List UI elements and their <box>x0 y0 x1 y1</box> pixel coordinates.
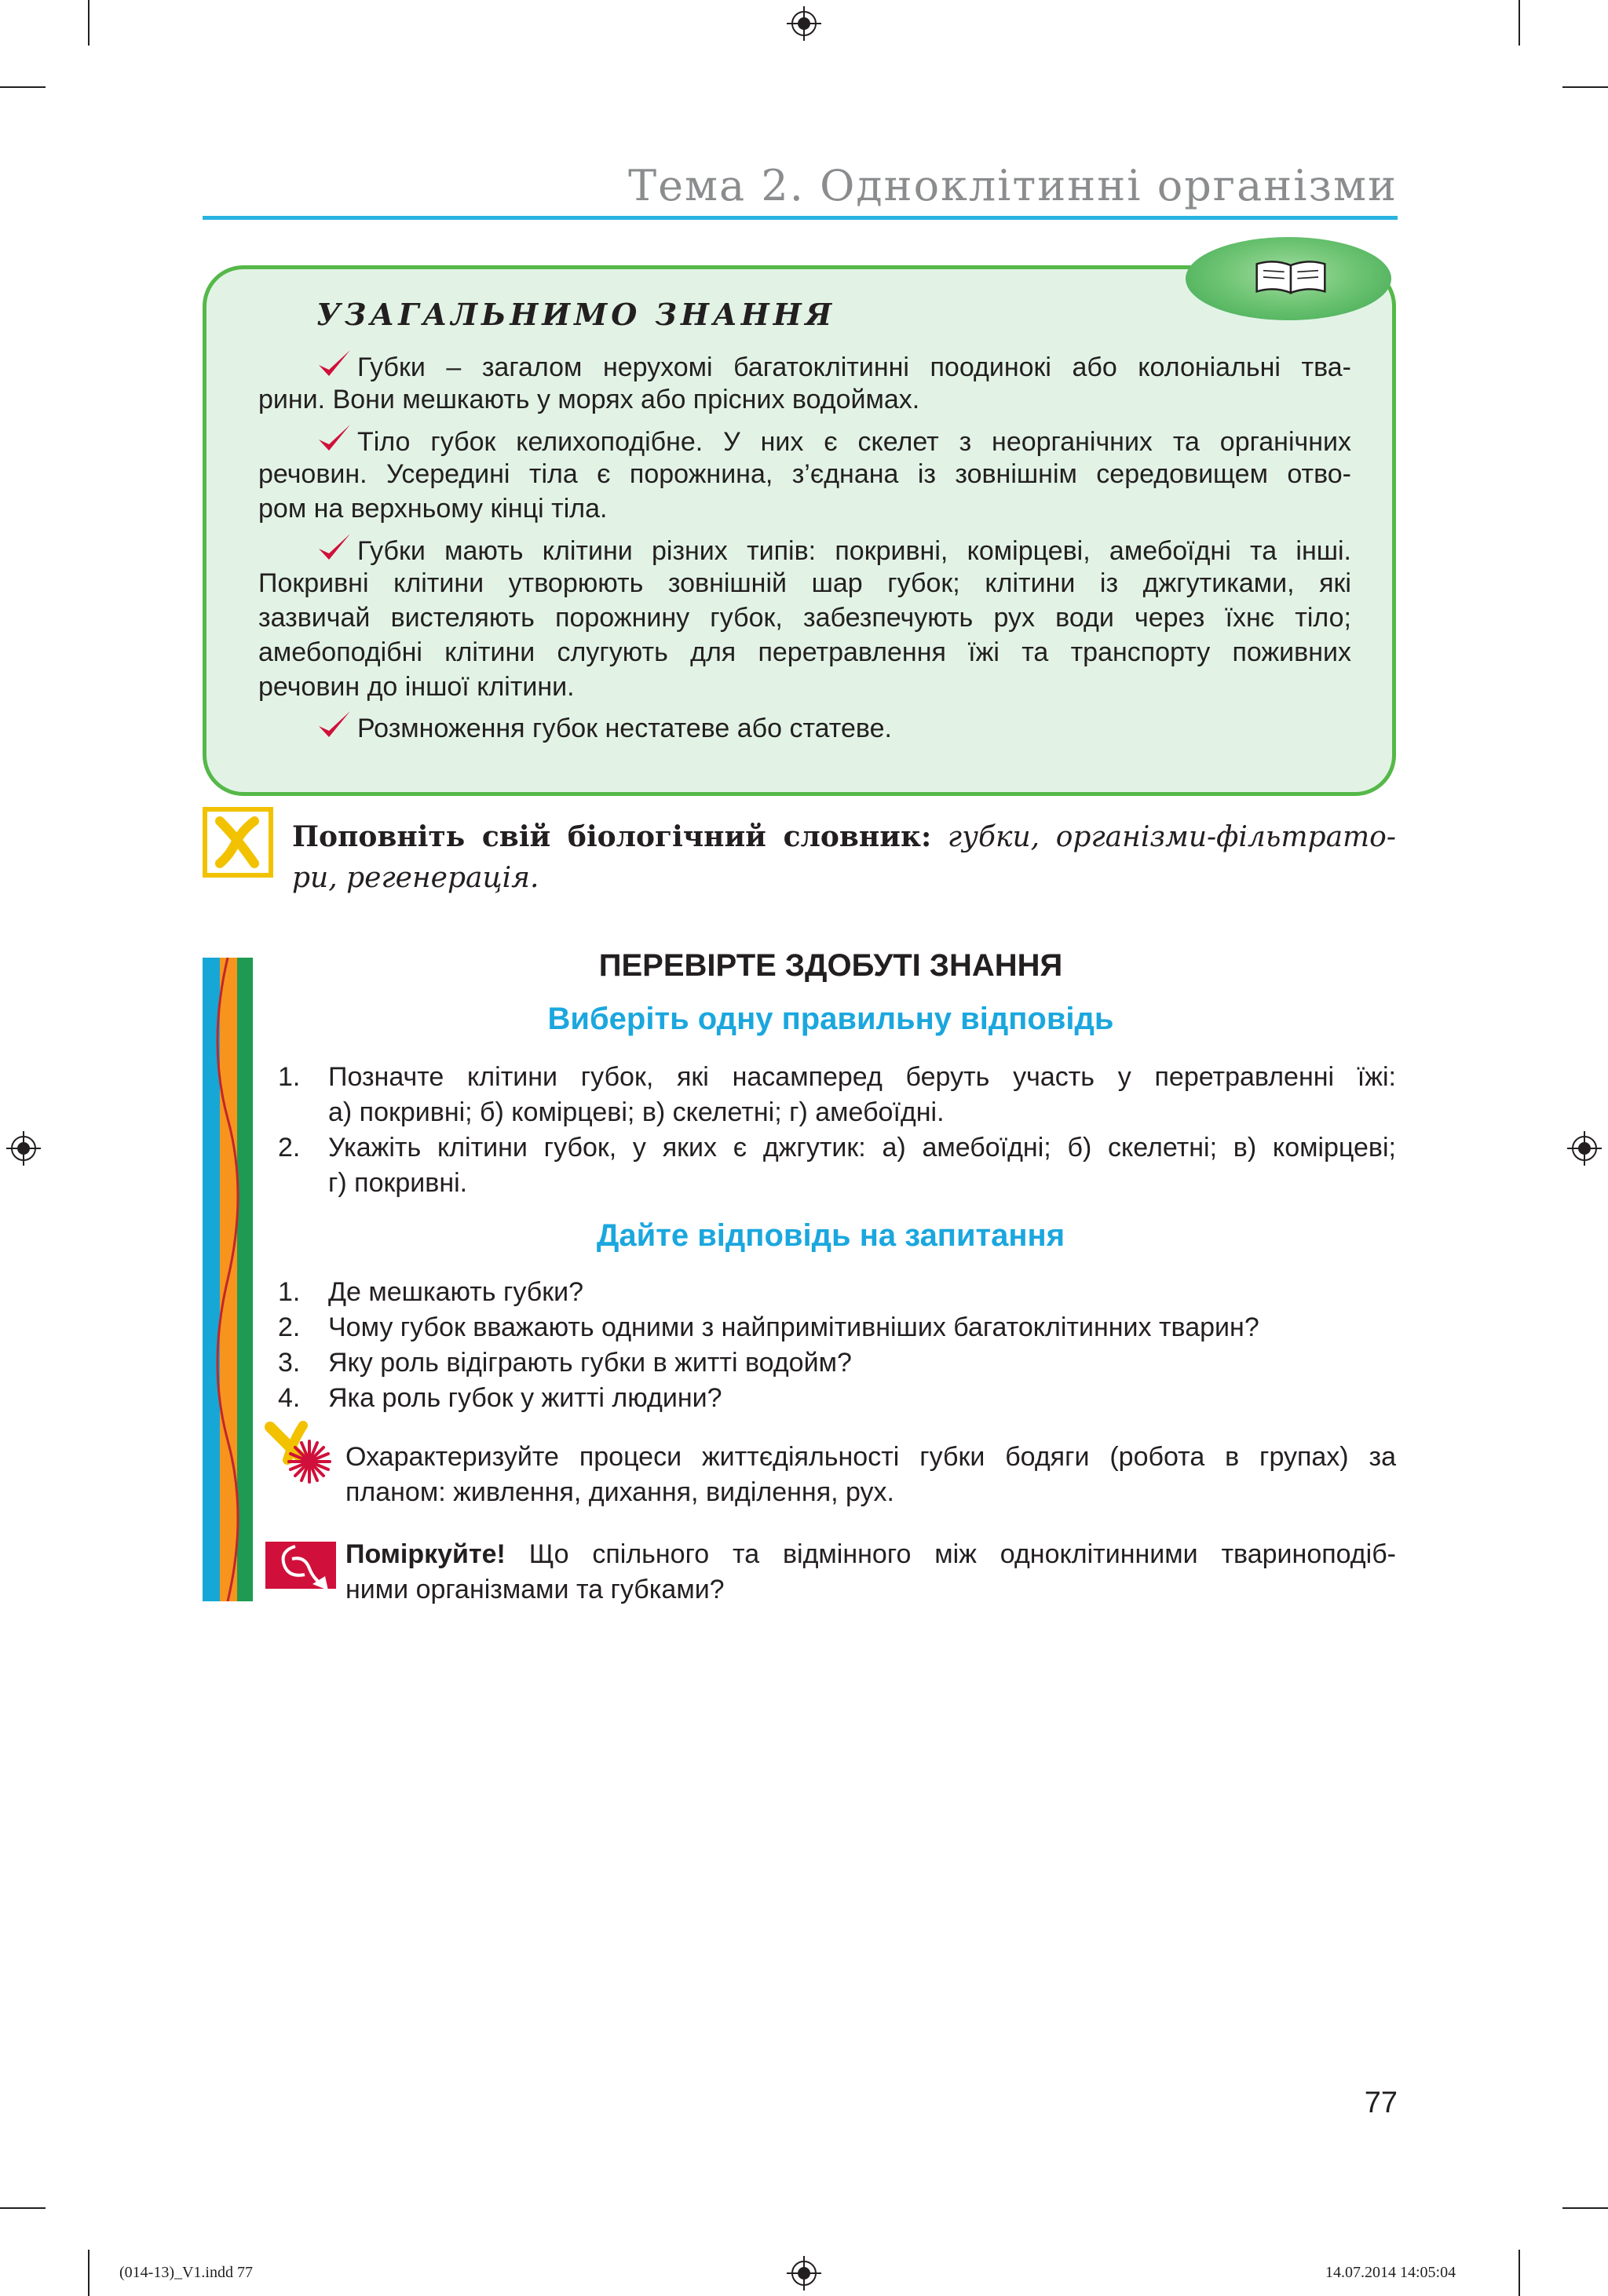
checkmark-icon <box>316 348 353 379</box>
multiple-choice-heading: Виберіть одну правильну відповідь <box>547 1002 1114 1036</box>
registration-mark-icon <box>787 2256 821 2291</box>
registration-mark-icon <box>1567 1131 1602 1166</box>
questions-heading: Дайте відповідь на запитання <box>596 1218 1065 1253</box>
crop-mark <box>1518 2250 1520 2296</box>
list-item: 2. Укажіть клітини губок, у яких є джгутик: а) амебоїдні; б) скелетні; в) комірцеві; г) покривні. <box>278 1133 1396 1198</box>
crop-mark <box>88 2250 90 2296</box>
summary-book-tab <box>1186 237 1391 320</box>
dictionary-task: Поповніть свій біологічний словник: губки, організми-фільтрато- ри, регенерація. <box>292 820 1396 894</box>
list-item: 3. Яку роль відіграють губки в житті водойм? <box>278 1348 852 1378</box>
checkmark-icon <box>316 531 353 563</box>
slug-file: (014-13)_V1.indd 77 <box>119 2264 253 2281</box>
dictionary-icon <box>203 807 273 878</box>
think-task-text: Поміркуйте! Що спільного та відмінного між одноклітинними твариноподіб- ними організмами та губками? <box>345 1539 1396 1604</box>
page-number: 77 <box>1364 2086 1398 2119</box>
header-rule <box>203 216 1398 220</box>
open-book-icon <box>1252 256 1330 298</box>
list-item: 2. Чому губок вважають одними з найпримітивніших багатоклітинних тварин? <box>278 1312 1259 1342</box>
summary-point: Губки мають клітини різних типів: покривні, комірцеві, амебоїдні та інші. Покривні клітини утворюють зовнішній шар губок; клітини із джгутиками, які зазвичай вистеляють порожнину губок, забезпечують рух води через їхнє тіло; амебоподібні клітини слугують для перетравлення їжі та транспорту поживних речовин до іншої клітини. <box>258 531 1351 704</box>
summary-point: Розмноження губок нестатеве або статеве. <box>258 709 1351 743</box>
summary-point: Тіло губок келихоподібне. У них є скелет з неорганічних та органічних речовин. Усередині тіла є порожнина, з’єднана із зовнішнім середовищем отво- ром на верхньому кінці тіла. <box>258 422 1351 526</box>
list-item: 4. Яка роль губок у житті людини? <box>278 1383 722 1413</box>
summary-box <box>203 265 1396 796</box>
slug-date: 14.07.2014 14:05:04 <box>1325 2264 1456 2281</box>
registration-mark-icon <box>787 6 821 41</box>
decorative-ribbon <box>203 958 253 1601</box>
crop-mark <box>1518 0 1520 46</box>
checkmark-icon <box>316 422 353 454</box>
crop-mark <box>88 0 90 46</box>
crop-mark <box>0 86 46 88</box>
crop-mark <box>1562 86 1608 88</box>
header-title: Тема 2. Одноклітинні організми <box>628 161 1398 210</box>
think-icon <box>264 1539 338 1592</box>
list-item: 1. Де мешкають губки? <box>278 1277 583 1307</box>
group-task-text: Охарактеризуйте процеси життєдіяльності губки бодяги (робота в групах) за планом: живлення, дихання, виділення, рух. <box>345 1442 1396 1507</box>
registration-mark-icon <box>6 1131 41 1166</box>
summary-point: Губки – загалом нерухомі багатоклітинні поодинокі або колоніальні тва- рини. Вони мешкають у морях або прісних водоймах. <box>258 348 1351 417</box>
questions-list <box>278 1275 1396 1416</box>
list-item: 1. Позначте клітини губок, які насамперед беруть участь у перетравленні їжі: а) покривні; б) комірцеві; в) скелетні; г) амебоїдні. <box>278 1062 1396 1127</box>
crop-mark <box>0 2207 46 2209</box>
checkmark-icon <box>316 709 353 740</box>
check-title: ПЕРЕВІРТЕ ЗДОБУТІ ЗНАННЯ <box>598 948 1063 983</box>
group-work-icon <box>264 1421 334 1485</box>
running-header <box>203 161 1398 224</box>
multiple-choice-list <box>278 1060 1396 1201</box>
crop-mark <box>1562 2207 1608 2209</box>
summary-title: УЗАГАЛЬНИМО ЗНАННЯ <box>316 297 836 332</box>
